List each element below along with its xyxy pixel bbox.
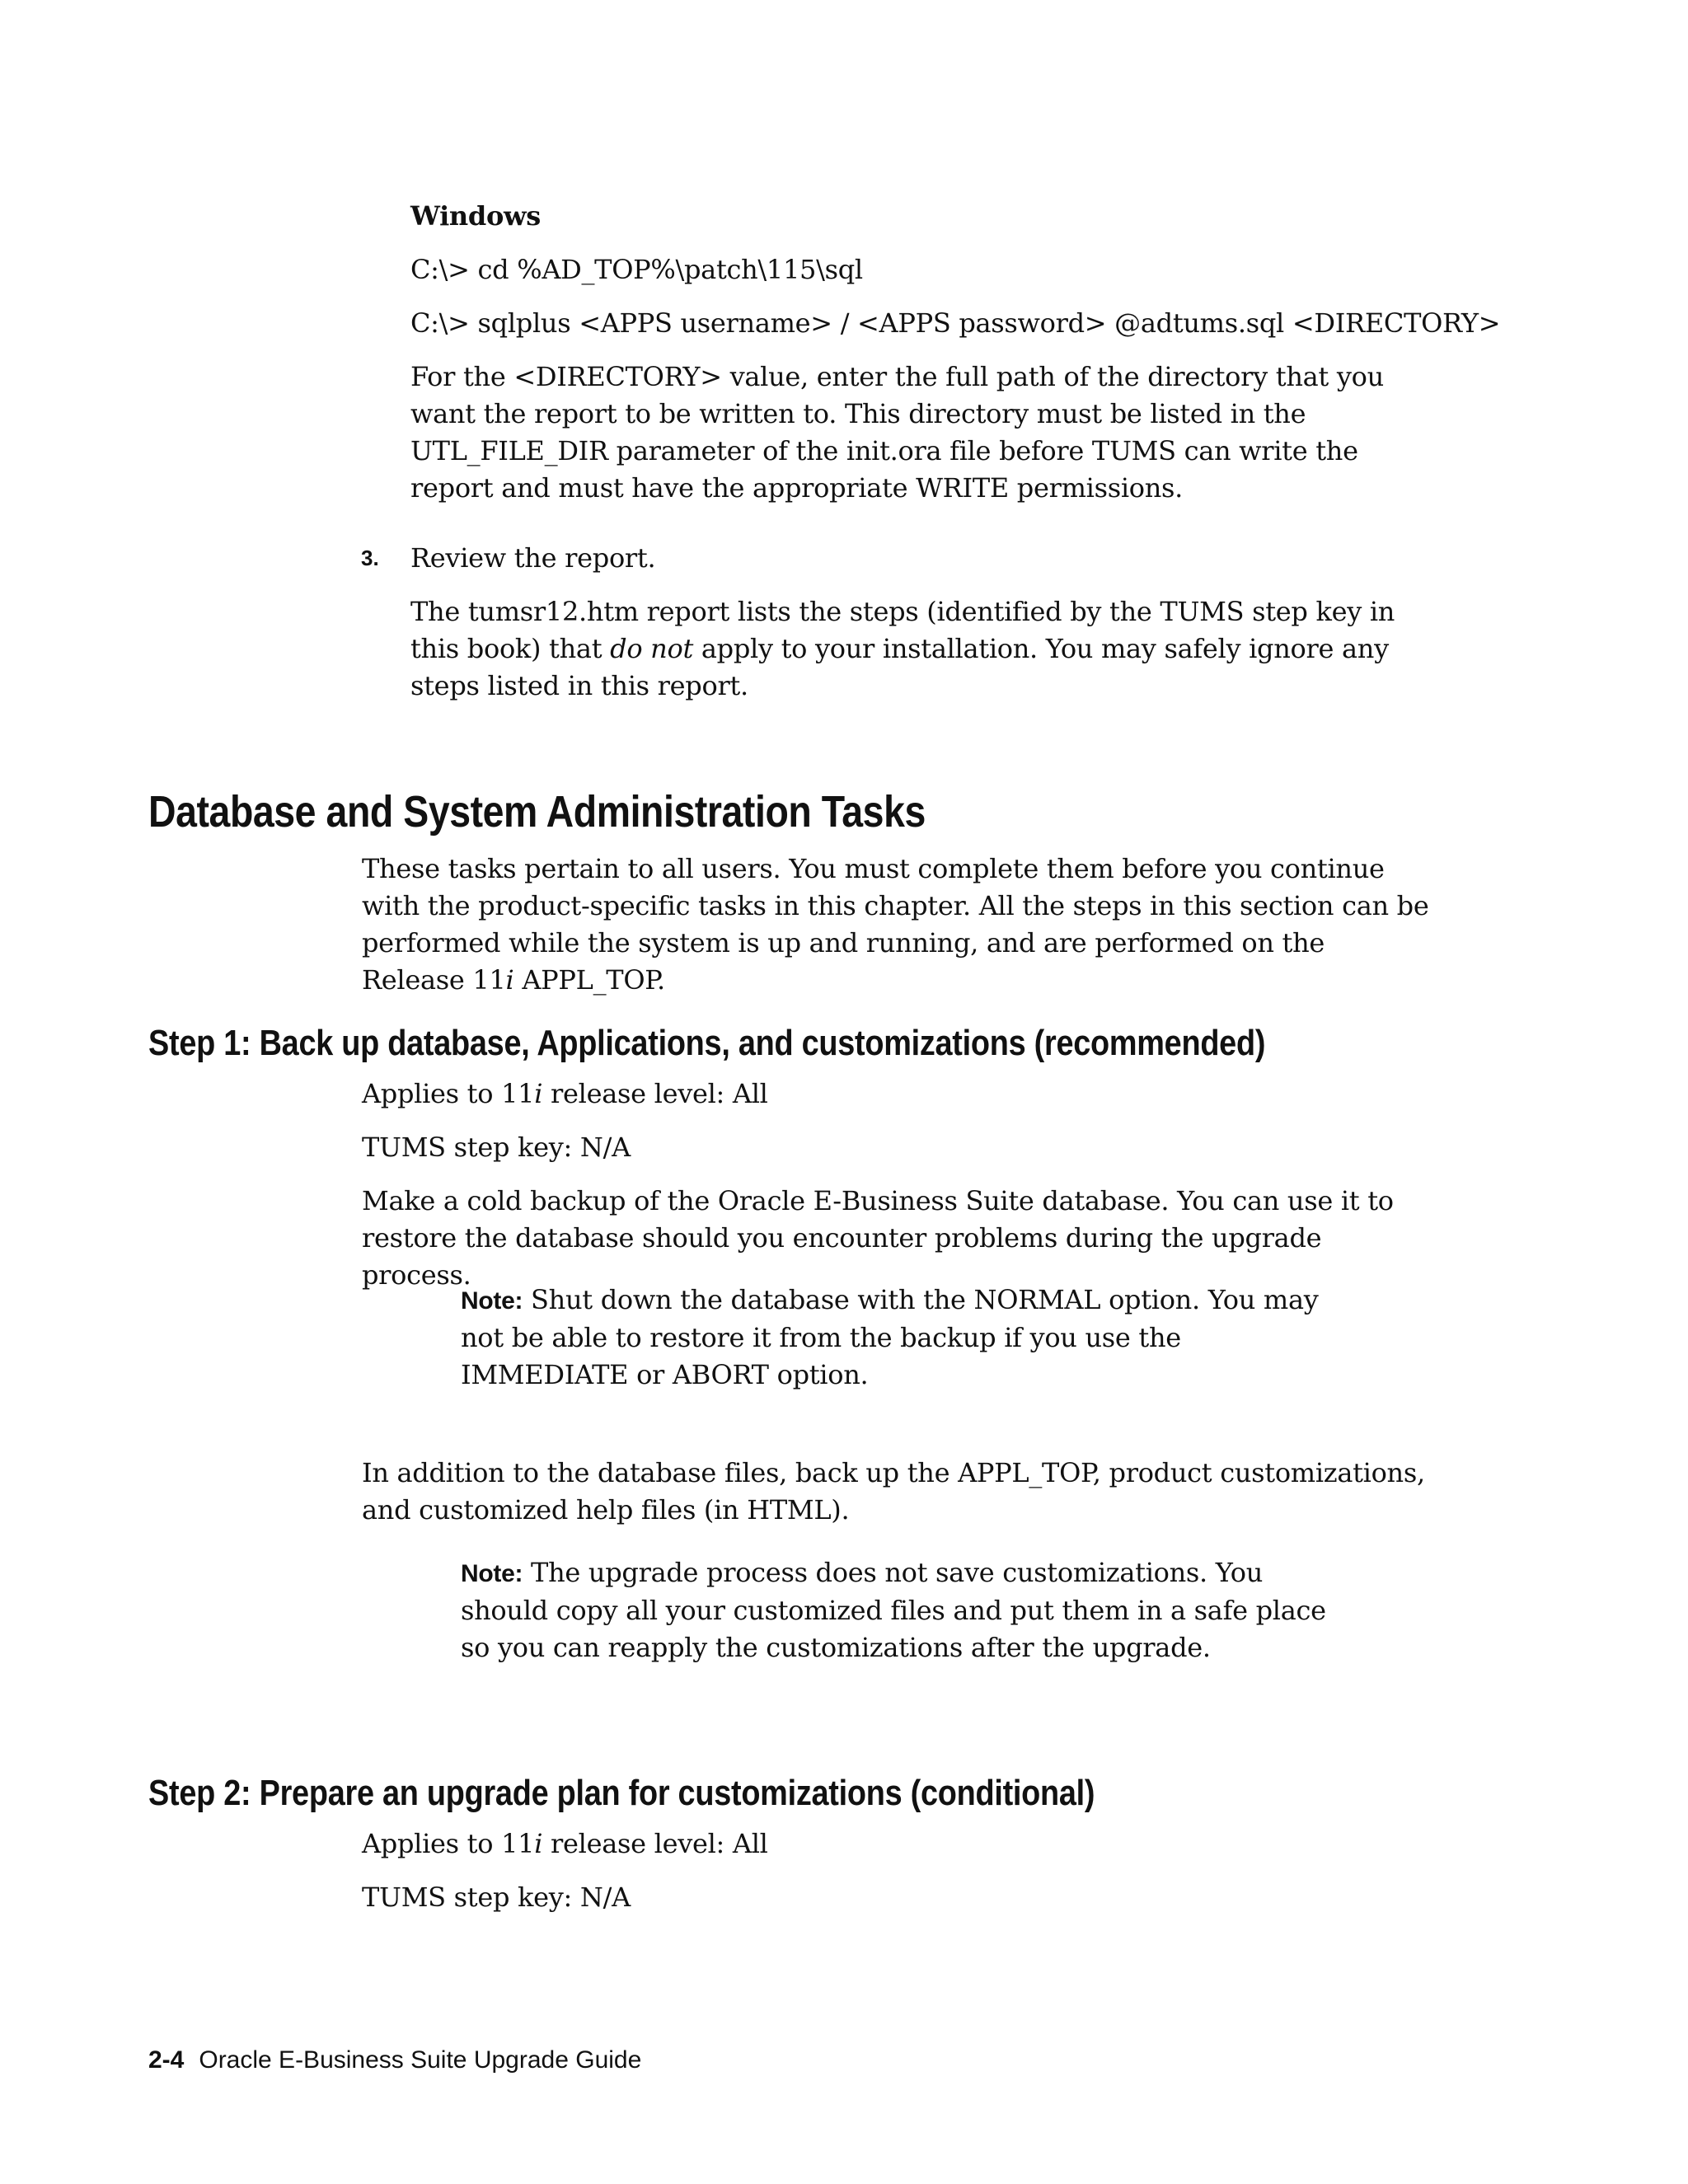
applies-text: Applies to 11 [362,1828,535,1859]
step-description-text: apply to your installation. You may safely ignore any steps listed in this report. [410,633,1389,701]
emphasis-text: do not [610,633,693,664]
step1-note-customizations [461,1554,1351,1666]
applies-text: release level: All [542,1828,768,1859]
section-intro-text: These tasks pertain to all users. You must complete them before you continue with the product-specific tasks in this chapter. All the steps in this section can be performed while the system is up and running, and are performed on the Release 11 [362,853,1429,996]
note-label: Note: [461,1560,523,1587]
emphasis-text: i [534,1078,543,1109]
page-footer [148,2044,641,2077]
step1-title: Step 1: Back up database, Applications, and customizations (recommended) [148,1023,1266,1063]
page-number: 2-4 [148,2046,185,2074]
step1-files-paragraph: In addition to the database files, back up the APPL_TOP, product customizations, and customized help files (in HTML). [362,1457,1425,1526]
command-line-cd: C:\> cd %AD_TOP%\patch\115\sql [410,254,863,285]
step2-tums-key: TUMS step key: N/A [362,1882,631,1913]
step2-applies [362,1825,768,1863]
section-title: Database and System Administration Tasks [148,787,926,837]
section-intro-text: APPL_TOP. [513,964,665,996]
step1-tums-key: TUMS step key: N/A [362,1132,631,1163]
note-label: Note: [461,1287,523,1315]
step1-backup-paragraph: Make a cold backup of the Oracle E-Business Suite database. You can use it to restore the database should you encounter problems during the upgrade process. [362,1185,1394,1291]
step1-note-shutdown [461,1282,1351,1394]
step-number: 3. [361,546,379,570]
book-title: Oracle E-Business Suite Upgrade Guide [199,2046,642,2074]
step1-applies [362,1076,768,1113]
step2-title: Step 2: Prepare an upgrade plan for customizations (conditional) [148,1773,1095,1813]
emphasis-text: i [505,964,514,996]
command-line-sqlplus: C:\> sqlplus <APPS username> / <APPS password> @adtums.sql <DIRECTORY> [410,307,1501,339]
directory-note: For the <DIRECTORY> value, enter the full path of the directory that you want the report to be written to. This directory must be listed in the UTL_FILE_DIR parameter of the init.ora file before TUMS can write the report and must have the appropriate WRITE permissions. [410,361,1384,504]
step-title: Review the report. [410,542,656,574]
applies-text: Applies to 11 [362,1078,535,1109]
note-text: Shut down the database with the NORMAL option. You may not be able to restore it from the backup if you use the IMMEDIATE or ABORT option. [461,1284,1319,1390]
emphasis-text: i [534,1828,543,1859]
windows-heading: Windows [410,200,541,232]
step-description-text: The tumsr12.htm report lists the steps (identified by the TUMS step key in this book) that [410,596,1395,664]
step-description [410,593,1432,705]
note-text: The upgrade process does not save customizations. You should copy all your customized files and put them in a safe place so you can reapply the customizations after the upgrade. [461,1557,1326,1663]
section-intro [362,851,1433,999]
applies-text: release level: All [542,1078,768,1109]
